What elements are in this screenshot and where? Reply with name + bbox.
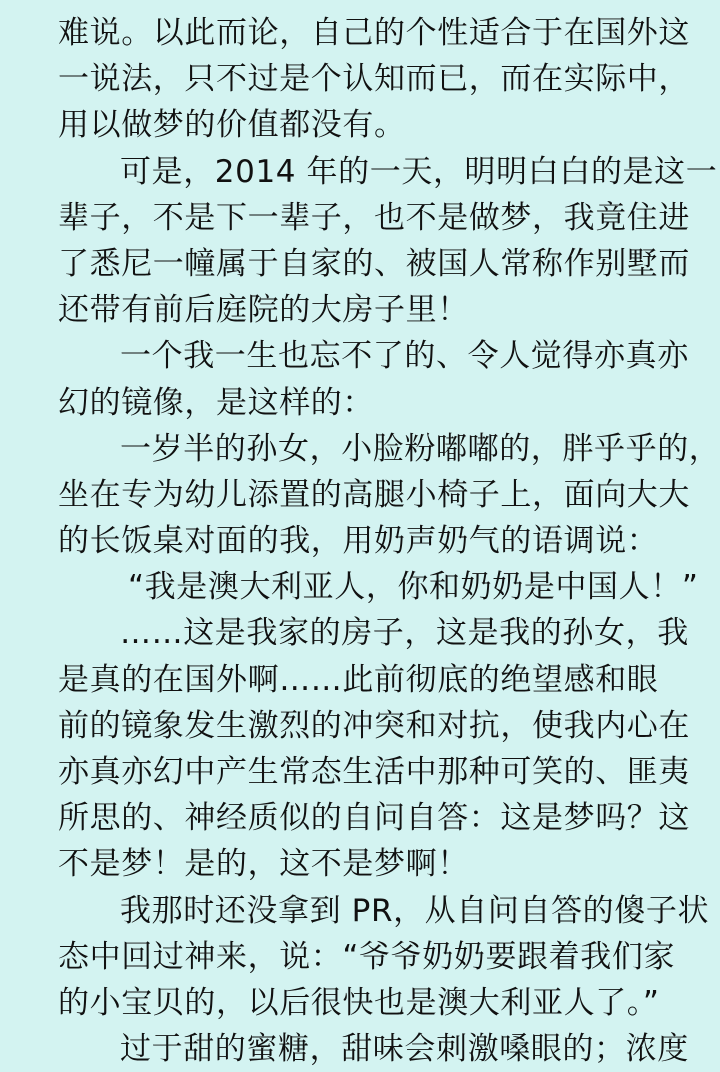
text-line: 的长饭桌对面的我，用奶声奶气的语调说： (58, 523, 659, 560)
text-line: 了悉尼一幢属于自家的、被国人常称作别墅而 (58, 245, 690, 282)
text-line: 所思的、神经质似的自问自答：这是梦吗？这 (58, 800, 690, 837)
text-line: 幻的镜像，是这样的： (58, 384, 374, 421)
text-line: 辈子，不是下一辈子，也不是做梦，我竟住进 (58, 199, 690, 236)
paragraph-start-line: 我那时还没拿到 PR，从自问自答的傻子状 (120, 892, 710, 929)
paragraph-start-line: 可是，2014 年的一天，明明白白的是这一 (120, 153, 718, 190)
paragraph-start-line: 一岁半的孙女，小脸粉嘟嘟的，胖乎乎的， (120, 430, 720, 467)
text-line: 不是梦！是的，这不是梦啊！ (58, 846, 469, 883)
text-line: 还带有前后庭院的大房子里！ (58, 292, 469, 329)
text-line: 一说法，只不过是个认知而已，而在实际中， (58, 61, 690, 98)
text-line: 亦真亦幻中产生常态生活中那种可笑的、匪夷 (58, 754, 690, 790)
text-line: 是真的在国外啊……此前彻底的绝望感和眼 (58, 661, 659, 698)
paragraph-start-line: 一个我一生也忘不了的、令人觉得亦真亦 (120, 338, 689, 375)
text-line: 用以做梦的价值都没有。 (58, 107, 406, 144)
text-line: 坐在专为幼儿添置的高腿小椅子上，面向大大 (58, 476, 690, 513)
text-line: 难说。以此而论，自己的个性适合于在国外这 (58, 15, 690, 51)
paragraph-start-line: 过于甜的蜜糖，甜味会刺激嗓眼的；浓度 (120, 1031, 689, 1068)
quote-line: “我是澳大利亚人，你和奶奶是中国人！” (128, 569, 699, 606)
text-line: 前的镜象发生激烈的冲突和对抗，使我内心在 (58, 707, 690, 744)
text-line: 态中回过神来，说：“爷爷奶奶要跟着我们家 (58, 938, 676, 975)
text-line: 的小宝贝的，以后很快也是澳大利亚人了。” (58, 984, 660, 1021)
paragraph-start-line: ……这是我家的房子，这是我的孙女，我 (120, 615, 689, 652)
